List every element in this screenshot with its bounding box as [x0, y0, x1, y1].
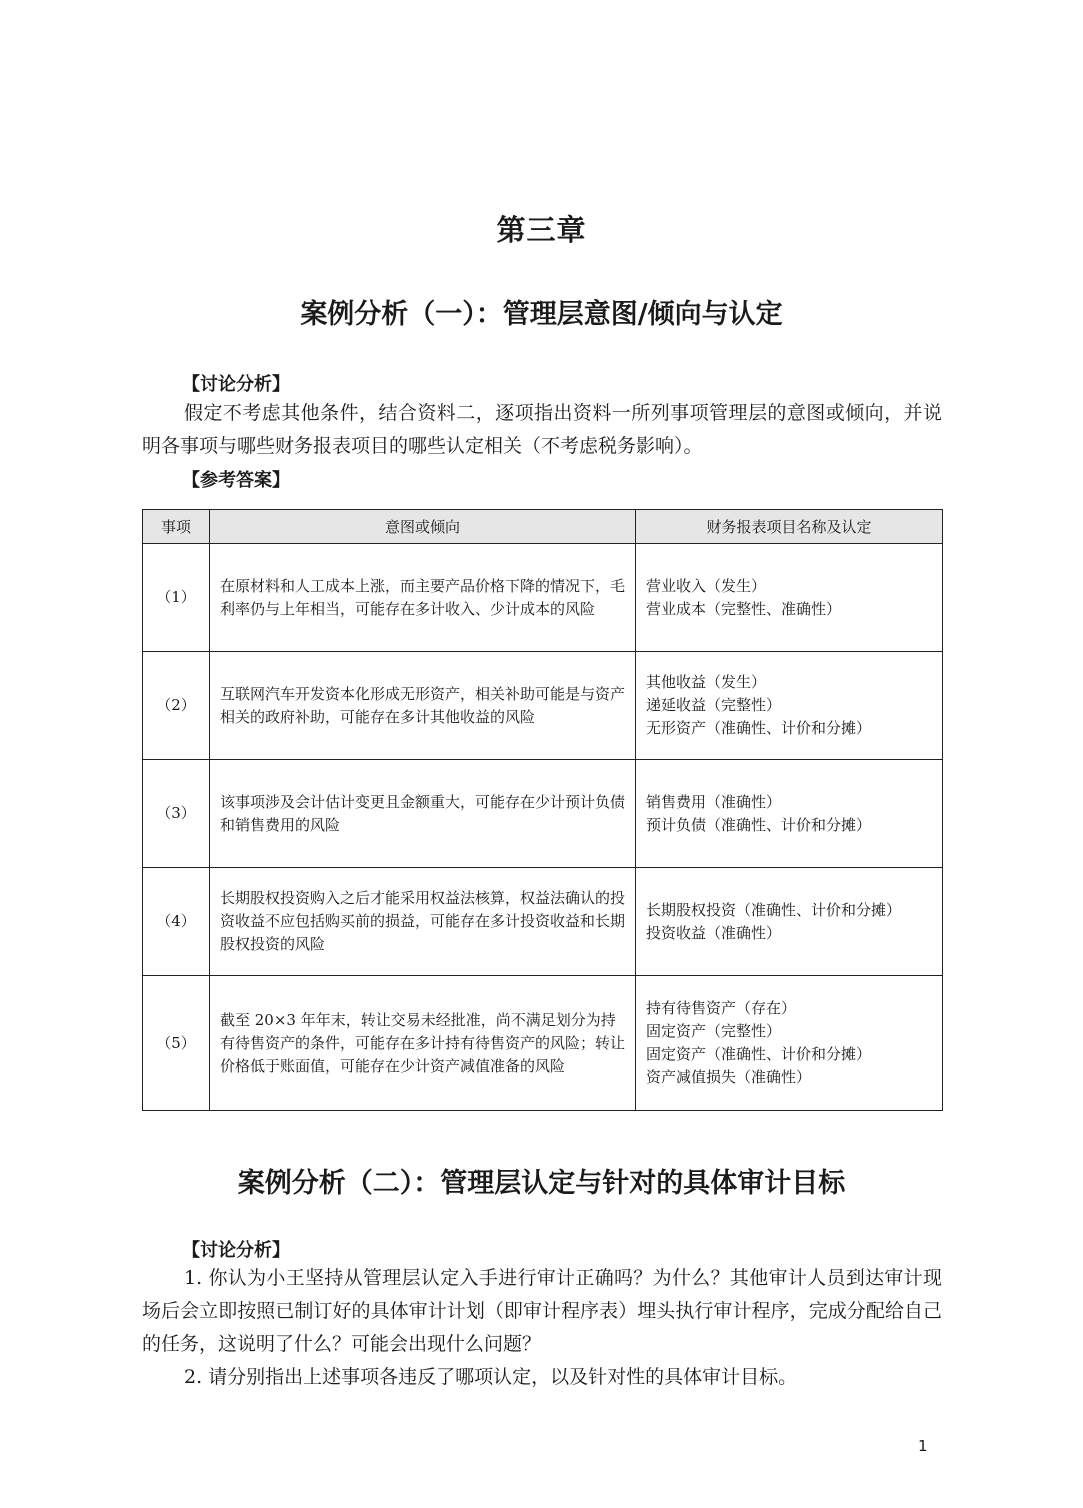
- case1-answer-label: 【参考答案】: [182, 470, 290, 491]
- row-intent: 长期股权投资购入之后才能采用权益法核算，权益法确认的投资收益不应包括购买前的损益，可能存在多计投资收益和长期股权投资的风险: [210, 868, 636, 976]
- chapter-title: 第三章: [496, 213, 587, 247]
- row-item: （5）: [143, 976, 210, 1111]
- case2-discussion-label: 【讨论分析】: [182, 1240, 290, 1261]
- assertion-line: 营业收入（发生）: [646, 576, 767, 595]
- row-item: （1）: [143, 544, 210, 652]
- assertion-line: 无形资产（准确性、计价和分摊）: [646, 719, 872, 737]
- case1-discussion-label: 【讨论分析】: [182, 374, 290, 395]
- row-assertions: [636, 976, 943, 1111]
- row-item: （4）: [143, 868, 210, 976]
- assertion-line: 持有待售资产（存在）: [646, 999, 797, 1017]
- assertion-line: 资产减值损失（准确性）: [646, 1068, 812, 1086]
- assertion-line: 预计负债（准确性、计价和分摊）: [646, 815, 872, 834]
- header-intent: 意图或倾向: [210, 510, 636, 544]
- row-intent: 在原材料和人工成本上涨，而主要产品价格下降的情况下，毛利率仍与上年相当，可能存在多计收入、少计成本的风险: [210, 544, 636, 652]
- case1-title: 案例分析（一）：管理层意图/倾向与认定: [300, 299, 783, 330]
- assertion-line: 营业成本（完整性、准确性）: [646, 599, 842, 618]
- assertion-line: 投资收益（准确性）: [646, 923, 782, 942]
- header-item: 事项: [143, 510, 210, 544]
- row-assertions: [636, 760, 943, 868]
- row-intent: 截至 20×3 年年末，转让交易未经批准，尚不满足划分为持有待售资产的条件，可能存在多计持有待售资产的风险；转让价格低于账面值，可能存在少计资产减值准备的风险: [210, 976, 636, 1111]
- assertion-line: 长期股权投资（准确性、计价和分摊）: [646, 900, 902, 919]
- table-row: [143, 544, 943, 652]
- case2-question-1: 1. 你认为小王坚持从管理层认定入手进行审计正确吗？为什么？其他审计人员到达审计现场后会立即按照已制订好的具体审计计划（即审计程序表）埋头执行审计程序，完成分配给自己的任务，这说明了什么？可能会出现什么问题？: [142, 1267, 942, 1355]
- case1-question: 假定不考虑其他条件，结合资料二，逐项指出资料一所列事项管理层的意图或倾向，并说明各事项与哪些财务报表项目的哪些认定相关（不考虑税务影响）。: [142, 402, 942, 457]
- assertion-line: 其他收益（发生）: [646, 673, 767, 691]
- table-row: [143, 760, 943, 868]
- table-row: [143, 976, 943, 1111]
- assertion-line: 销售费用（准确性）: [646, 792, 782, 811]
- table-header-row: [143, 510, 943, 544]
- row-intent: 互联网汽车开发资本化形成无形资产，相关补助可能是与资产相关的政府补助，可能存在多计其他收益的风险: [210, 652, 636, 760]
- table-row: [143, 868, 943, 976]
- case2-question-2: 2. 请分别指出上述事项各违反了哪项认定，以及针对性的具体审计目标。: [184, 1366, 798, 1388]
- row-intent: 该事项涉及会计估计变更且金额重大，可能存在少计预计负债和销售费用的风险: [210, 760, 636, 868]
- row-assertions: [636, 652, 943, 760]
- table-row: [143, 652, 943, 760]
- page-number: 1: [918, 1437, 928, 1455]
- row-item: （2）: [143, 652, 210, 760]
- row-assertions: [636, 868, 943, 976]
- assertion-line: 固定资产（准确性、计价和分摊）: [646, 1045, 872, 1063]
- header-assertions: 财务报表项目名称及认定: [636, 510, 943, 544]
- row-item: （3）: [143, 760, 210, 868]
- assertion-line: 递延收益（完整性）: [646, 696, 782, 714]
- row-assertions: [636, 544, 943, 652]
- answer-table: [142, 509, 943, 1111]
- case2-title: 案例分析（二）：管理层认定与针对的具体审计目标: [237, 1168, 846, 1199]
- assertion-line: 固定资产（完整性）: [646, 1022, 782, 1040]
